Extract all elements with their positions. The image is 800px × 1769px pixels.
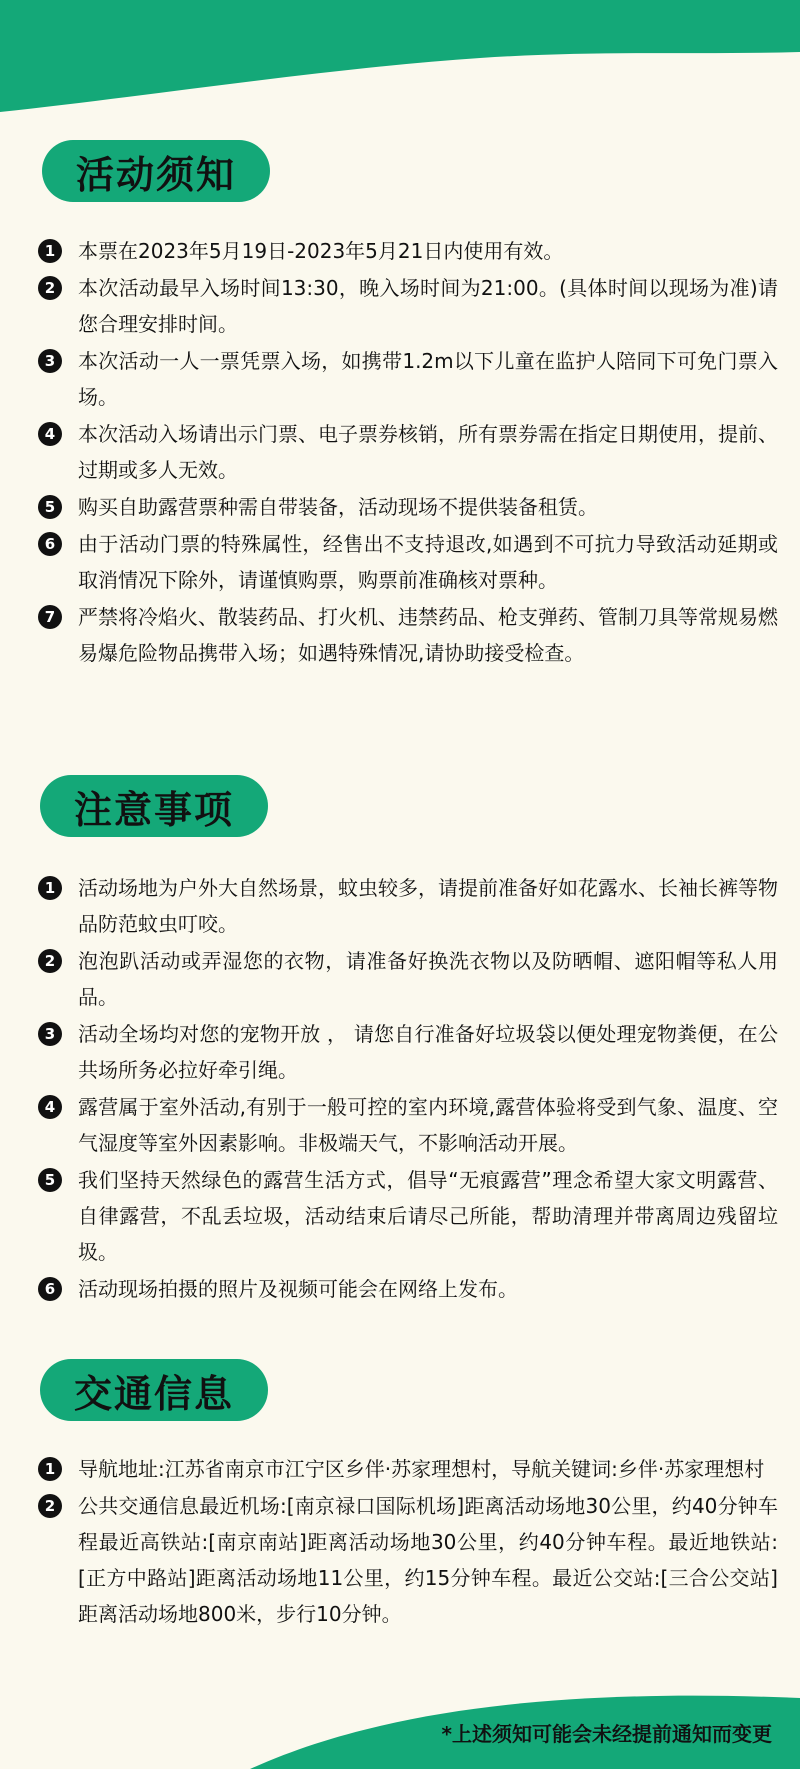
list-item	[38, 416, 778, 488]
list-item	[38, 943, 778, 1015]
number-badge: 2	[38, 1494, 62, 1518]
footer-note: *上述须知可能会未经提前通知而变更	[441, 1722, 772, 1746]
item-text: 活动现场拍摄的照片及视频可能会在网络上发布。	[78, 1277, 518, 1301]
list-item	[38, 1271, 778, 1307]
item-text: 公共交通信息最近机场:[南京禄口国际机场]距离活动场地30公里，约40分钟车程最近高铁站:[南京南站]距离活动场地30公里，约40分钟车程。最近地铁站:[正方中路站]距离活动场地11公里，约15分钟车程。最近公交站:[三合公交站]距离活动场地800米，步行10分钟。	[78, 1494, 778, 1626]
list-item	[38, 270, 778, 342]
number-badge: 6	[38, 532, 62, 556]
item-text: 本次活动入场请出示门票、电子票券核销，所有票券需在指定日期使用，提前、过期或多人无效。	[78, 422, 778, 482]
number-badge: 6	[38, 1277, 62, 1301]
section-title: 交通信息	[73, 1371, 234, 1416]
number-badge: 3	[38, 349, 62, 373]
number-badge: 4	[38, 422, 62, 446]
section-title-pill	[40, 1359, 268, 1421]
item-text: 活动全场均对您的宠物开放 ， 请您自行准备好垃圾袋以便处理宠物粪便，在公共场所务必拉好牵引绳。	[78, 1022, 778, 1082]
item-text: 本票在2023年5月19日-2023年5月21日内使用有效。	[78, 239, 564, 263]
number-badge: 1	[38, 876, 62, 900]
list-item	[38, 599, 778, 671]
number-badge: 7	[38, 605, 62, 629]
list-item	[38, 1016, 778, 1088]
list-item	[38, 489, 778, 525]
item-text: 本次活动最早入场时间13:30，晚入场时间为21:00。(具体时间以现场为准)请您合理安排时间。	[78, 276, 778, 336]
list-item	[38, 1089, 778, 1161]
item-text: 我们坚持天然绿色的露营生活方式，倡导“无痕露营”理念希望大家文明露营、自律露营，不乱丢垃圾，活动结束后请尽己所能，帮助清理并带离周边残留垃圾。	[78, 1168, 778, 1264]
item-text: 严禁将冷焰火、散装药品、打火机、违禁药品、枪支弹药、管制刀具等常规易燃易爆危险物品携带入场；如遇特殊情况,请协助接受检查。	[78, 605, 778, 665]
item-text: 由于活动门票的特殊属性，经售出不支持退改,如遇到不可抗力导致活动延期或取消情况下除外，请谨慎购票，购票前准确核对票种。	[78, 532, 778, 592]
item-text: 购买自助露营票种需自带装备，活动现场不提供装备租赁。	[78, 495, 598, 519]
list-item	[38, 1451, 778, 1487]
section-title: 注意事项	[73, 787, 234, 832]
section-title-pill	[42, 140, 270, 202]
list-item	[38, 1488, 778, 1632]
section-title: 活动须知	[75, 152, 236, 197]
number-badge: 4	[38, 1095, 62, 1119]
list-item	[38, 870, 778, 942]
notice-list	[38, 233, 778, 672]
list-item	[38, 1162, 778, 1270]
item-text: 本次活动一人一票凭票入场，如携带1.2m以下儿童在监护人陪同下可免门票入场。	[78, 349, 778, 409]
item-text: 导航地址:江苏省南京市江宁区乡伴·苏家理想村，导航关键词:乡伴·苏家理想村	[78, 1457, 765, 1481]
top-wave-decoration	[0, 0, 800, 120]
transport-list	[38, 1451, 778, 1633]
list-item	[38, 343, 778, 415]
number-badge: 2	[38, 276, 62, 300]
number-badge: 3	[38, 1022, 62, 1046]
number-badge: 5	[38, 495, 62, 519]
item-text: 露营属于室外活动,有别于一般可控的室内环境,露营体验将受到气象、温度、空气湿度等室外因素影响。非极端天气，不影响活动开展。	[78, 1095, 778, 1155]
list-item	[38, 526, 778, 598]
number-badge: 1	[38, 239, 62, 263]
item-text: 活动场地为户外大自然场景，蚊虫较多，请提前准备好如花露水、长袖长裤等物品防范蚊虫叮咬。	[78, 876, 778, 936]
section-title-pill	[40, 775, 268, 837]
precautions-list	[38, 870, 778, 1308]
number-badge: 1	[38, 1457, 62, 1481]
number-badge: 2	[38, 949, 62, 973]
item-text: 泡泡趴活动或弄湿您的衣物，请准备好换洗衣物以及防晒帽、遮阳帽等私人用品。	[78, 949, 778, 1009]
number-badge: 5	[38, 1168, 62, 1192]
list-item	[38, 233, 778, 269]
